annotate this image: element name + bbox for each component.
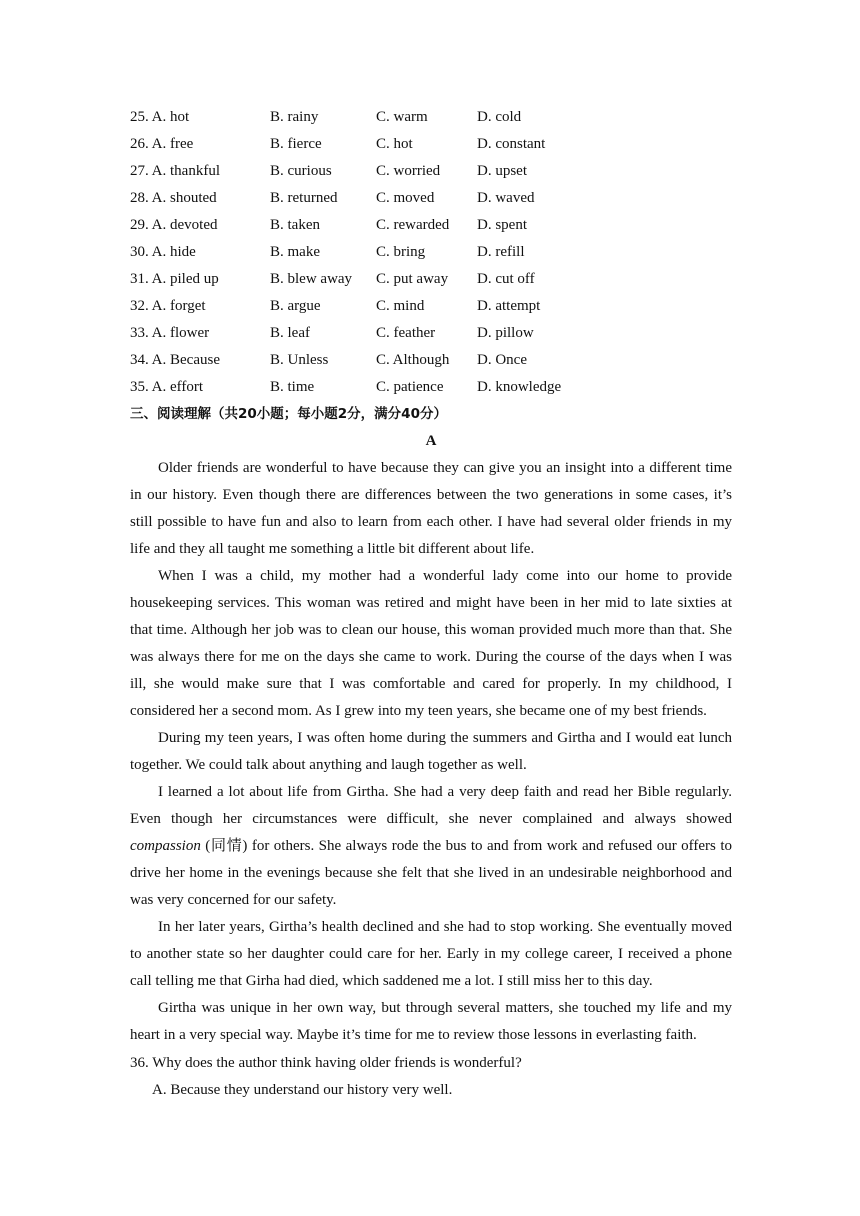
option-c: C. hot	[376, 136, 413, 152]
option-a: 34. A. Because	[130, 352, 220, 368]
option-b: B. blew away	[270, 271, 353, 287]
option-a: 25. A. hot	[130, 109, 190, 125]
question-option-a: A. Because they understand our history very well.	[152, 1082, 453, 1098]
option-d: D. waved	[477, 190, 535, 206]
option-c: C. rewarded	[376, 217, 450, 233]
option-row-29	[130, 212, 750, 239]
option-row-28	[130, 185, 750, 212]
option-row-33	[130, 320, 750, 347]
option-c: C. feather	[376, 325, 436, 341]
option-a: 26. A. free	[130, 136, 194, 152]
option-d: D. constant	[477, 136, 546, 152]
paragraph-text: I learned a lot about life from Girtha. She had a very deep faith and read her Bible regularly. Even though her circumstances were difficult, she never complained and always showed	[130, 784, 732, 827]
option-b: B. taken	[270, 217, 320, 233]
option-d: D. attempt	[477, 298, 541, 314]
option-a: 35. A. effort	[130, 379, 204, 395]
paragraph: During my teen years, I was often home during the summers and Girtha and I would eat lunch together. We could talk about anything and laugh together as well.	[130, 730, 732, 773]
option-d: D. cut off	[477, 271, 535, 287]
option-d: D. cold	[477, 109, 522, 125]
option-d: D. Once	[477, 352, 527, 368]
option-c: C. Although	[376, 352, 450, 368]
option-row-32	[130, 293, 750, 320]
option-d: D. pillow	[477, 325, 534, 341]
option-c: C. bring	[376, 244, 426, 260]
option-c: C. moved	[376, 190, 435, 206]
option-c: C. warm	[376, 109, 428, 125]
option-c: C. put away	[376, 271, 449, 287]
vocab-gloss: (同情)	[200, 838, 248, 854]
paragraph: When I was a child, my mother had a wonderful lady come into our home to provide housekeeping services. This woman was retired and might have been in her mid to late sixties at that time. Although her job was to clean our house, this woman provided much more than that. She was always there for me on the days she came to work. During the course of the days when I was ill, she would make sure that I was comfortable and cared for properly. In my childhood, I considered her a second mom. As I grew into my teen years, she became one of my best friends.	[130, 568, 732, 719]
question-text: 36. Why does the author think having older friends is wonderful?	[130, 1055, 522, 1071]
option-d: D. spent	[477, 217, 527, 233]
passage-label: A	[425, 433, 437, 449]
option-d: D. knowledge	[477, 379, 562, 395]
option-b: B. leaf	[270, 325, 310, 341]
option-c: C. worried	[376, 163, 441, 179]
option-b: B. time	[270, 379, 315, 395]
option-a: 32. A. forget	[130, 298, 206, 314]
vocab-word: compassion	[130, 838, 201, 854]
option-a: 30. A. hide	[130, 244, 196, 260]
option-b: B. curious	[270, 163, 332, 179]
option-a: 29. A. devoted	[130, 217, 218, 233]
paragraph: In her later years, Girtha’s health declined and she had to stop working. She eventually moved to another state so her daughter could care for her. Early in my college career, I received a phone call telling me that Girha had died, which saddened me a lot. I still miss her to this day.	[130, 919, 732, 989]
option-c: C. mind	[376, 298, 425, 314]
option-row-25	[130, 104, 750, 131]
option-b: B. argue	[270, 298, 321, 314]
option-b: B. fierce	[270, 136, 322, 152]
option-b: B. rainy	[270, 109, 319, 125]
section-heading: 三、阅读理解（共20小题；每小题2分，满分40分）	[130, 406, 447, 422]
option-row-27	[130, 158, 750, 185]
reading-passage	[130, 455, 732, 1049]
option-row-30	[130, 239, 750, 266]
paragraph: Girtha was unique in her own way, but through several matters, she touched my life and my heart in a very special way. Maybe it’s time for me to review those lessons in everlasting faith.	[130, 1000, 732, 1043]
paragraph	[130, 779, 732, 914]
option-d: D. refill	[477, 244, 525, 260]
option-b: B. make	[270, 244, 320, 260]
option-a: 28. A. shouted	[130, 190, 217, 206]
option-row-31	[130, 266, 750, 293]
option-row-35	[130, 374, 750, 401]
paragraph: Older friends are wonderful to have because they can give you an insight into a different time in our history. Even though there are differences between the two generations in some cases, it’s still possible to have fun and also to learn from each other. I have had several older friends in my life and they all taught me something a little bit different about life.	[130, 460, 732, 557]
paragraph-text: for others. She always rode the bus to and from work and refused our offers to drive her home in the evenings because she felt that she lived in an undesirable neighborhood and was very concerned for our safety.	[130, 838, 732, 908]
cloze-options-table	[130, 104, 750, 401]
option-c: C. patience	[376, 379, 444, 395]
option-row-26	[130, 131, 750, 158]
option-b: B. returned	[270, 190, 338, 206]
option-a: 27. A. thankful	[130, 163, 220, 179]
option-a: 33. A. flower	[130, 325, 210, 341]
option-row-34	[130, 347, 750, 374]
question-36	[130, 1050, 732, 1104]
option-b: B. Unless	[270, 352, 329, 368]
option-d: D. upset	[477, 163, 527, 179]
option-a: 31. A. piled up	[130, 271, 219, 287]
